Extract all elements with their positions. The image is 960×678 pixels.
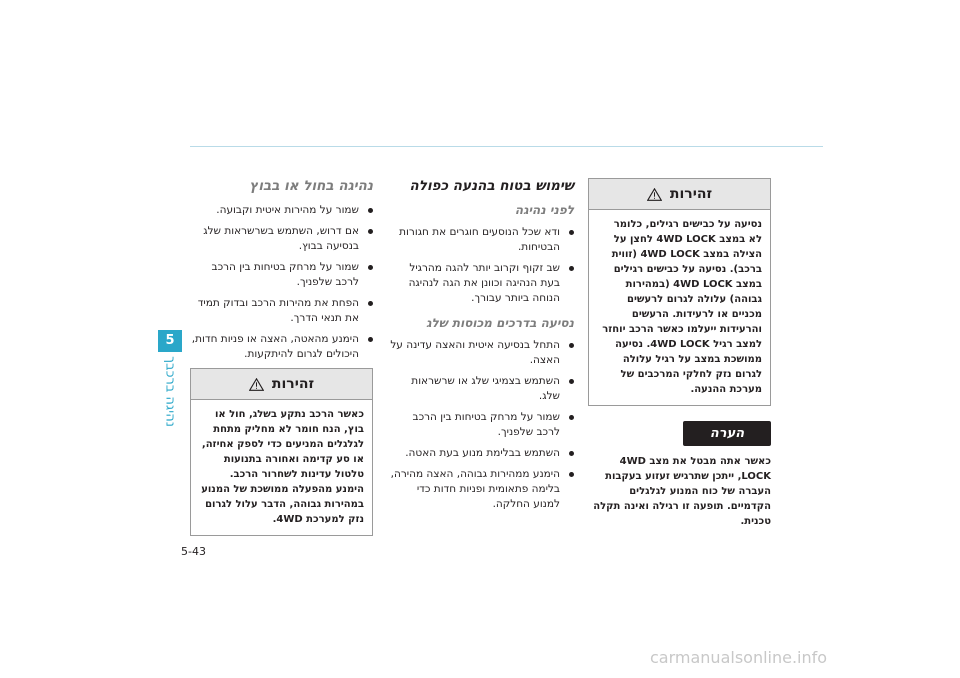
chapter-tab: 5 [158,330,182,352]
bullet-icon [368,265,373,270]
bullet-icon [569,472,574,477]
watermark: carmanualsonline.info [650,648,828,667]
bullet-icon [569,343,574,348]
subheading-snow-roads: נסיעה בדרכים מכוסות שלג [426,316,574,330]
bullet-icon [368,208,373,213]
bullet-icon [368,229,373,234]
warning-text: כאשר הרכב נתקע בשלג, חול או בוץ, הנח חומר לא מחליק מתחת לגלגלים המניעים כדי לספק אחיזה, או סע קדימה ואחורה בתנועות טלטול עדינות לשחרור הרכב. הימנע מהפעלה ממושכת של המנוע במהירות גבוהה, הדבר עלול לגרום נזק למערכת 4WD. [201,409,364,525]
right-warning-box [588,178,771,406]
note-label: הערה [683,421,771,446]
bullet-icon [569,266,574,271]
list-item: ודא שכל הנוסעים חוגרים את חגורות הבטיחות. [390,225,574,255]
list-item: התחל בנסיעה איטית והאצה עדינה על האצה. [390,338,574,368]
middle-column [390,178,574,518]
page-number: 5-43 [181,545,206,558]
bullet-icon [569,415,574,420]
list-item: הימנע מהאטה, האצה או פניות חדות, היכולים לגרום להיתקעות. [190,332,373,362]
list-item: אם דרוש, השתמש בשרשראות שלג בנסיעה בבוץ. [190,224,373,254]
chapter-title-vertical [158,356,182,436]
middle-list-1 [390,225,574,306]
warning-triangle-icon [647,188,662,201]
list-item: השתמש בצמיגי שלג או שרשראות שלג. [390,374,574,404]
list-item: שמור על מהירות איטית וקבועה. [190,203,373,218]
bullet-icon [368,337,373,342]
warning-header [191,369,372,400]
header-divider [190,146,823,147]
middle-heading: שימוש בטוח בהנעה כפולה [409,178,574,194]
list-item: הפחת את מהירות הרכב ובדוק תמיד את תנאי הדרך. [190,296,373,326]
left-heading: נהיגה בחול או בבוץ [249,178,373,194]
left-list [190,203,373,362]
bullet-icon [569,379,574,384]
list-item: שב זקוף וקרוב יותר להגה מהרגיל בעת הנהיגה וכוונן את הגה לנהיגה הנוחה ביותר עבורך. [390,261,574,306]
warning-title: זהירות [271,376,315,392]
left-warning-box [190,368,373,536]
bullet-icon [569,451,574,456]
list-item: שמור על מרחק בטיחות בין הרכב לרכב שלפניך. [390,410,574,440]
warning-text: נסיעה על כבישים רגילים, כלומר לא במצב 4WD LOCK לחצן על הצילה במצב 4WD LOCK (זווית ברכב). נסיעה על כבישים רגילים במצב 4WD LOCK (במהירות גבוהה) עלולה לגרום לרעשים מכניים או לרעידות. הרעשים והרעידות ייעלמו כאשר הרכב יוחזר למצב רגיל 4WD LOCK. נסיעה ממושכת במצב על רגיל עלולה לגרום נזק לחלקי המרכבים של מערכת ההנעה. [602,219,762,395]
bullet-icon [569,230,574,235]
left-column [190,178,373,536]
note-text: כאשר אתה מבטל את מצב 4WD LOCK, ייתכן שתרגיש זעזוע בעקבות העברה של כוח המנוע לגלגלים הקדמיים. תופעה זו רגילה ואינה תקלה טכנית. [593,456,771,527]
middle-list-2 [390,338,574,512]
list-item: השתמש בבלימת מנוע בעת האטה. [390,446,574,461]
bullet-icon [368,301,373,306]
chapter-title: נהיגה ברכבך [162,356,178,427]
warning-triangle-icon [249,378,264,391]
warning-title: זהירות [669,186,713,202]
right-column [588,178,771,529]
list-item: הימנע ממהירות גבוהה, האצה מהירה, בלימה פתאומית ופניות חדות כדי למנוע החלקה. [390,467,574,512]
subheading-before-driving: לפני נהיגה [514,203,574,217]
list-item: שמור על מרחק בטיחות בין הרכב לרכב שלפניך. [190,260,373,290]
warning-header [589,179,770,210]
